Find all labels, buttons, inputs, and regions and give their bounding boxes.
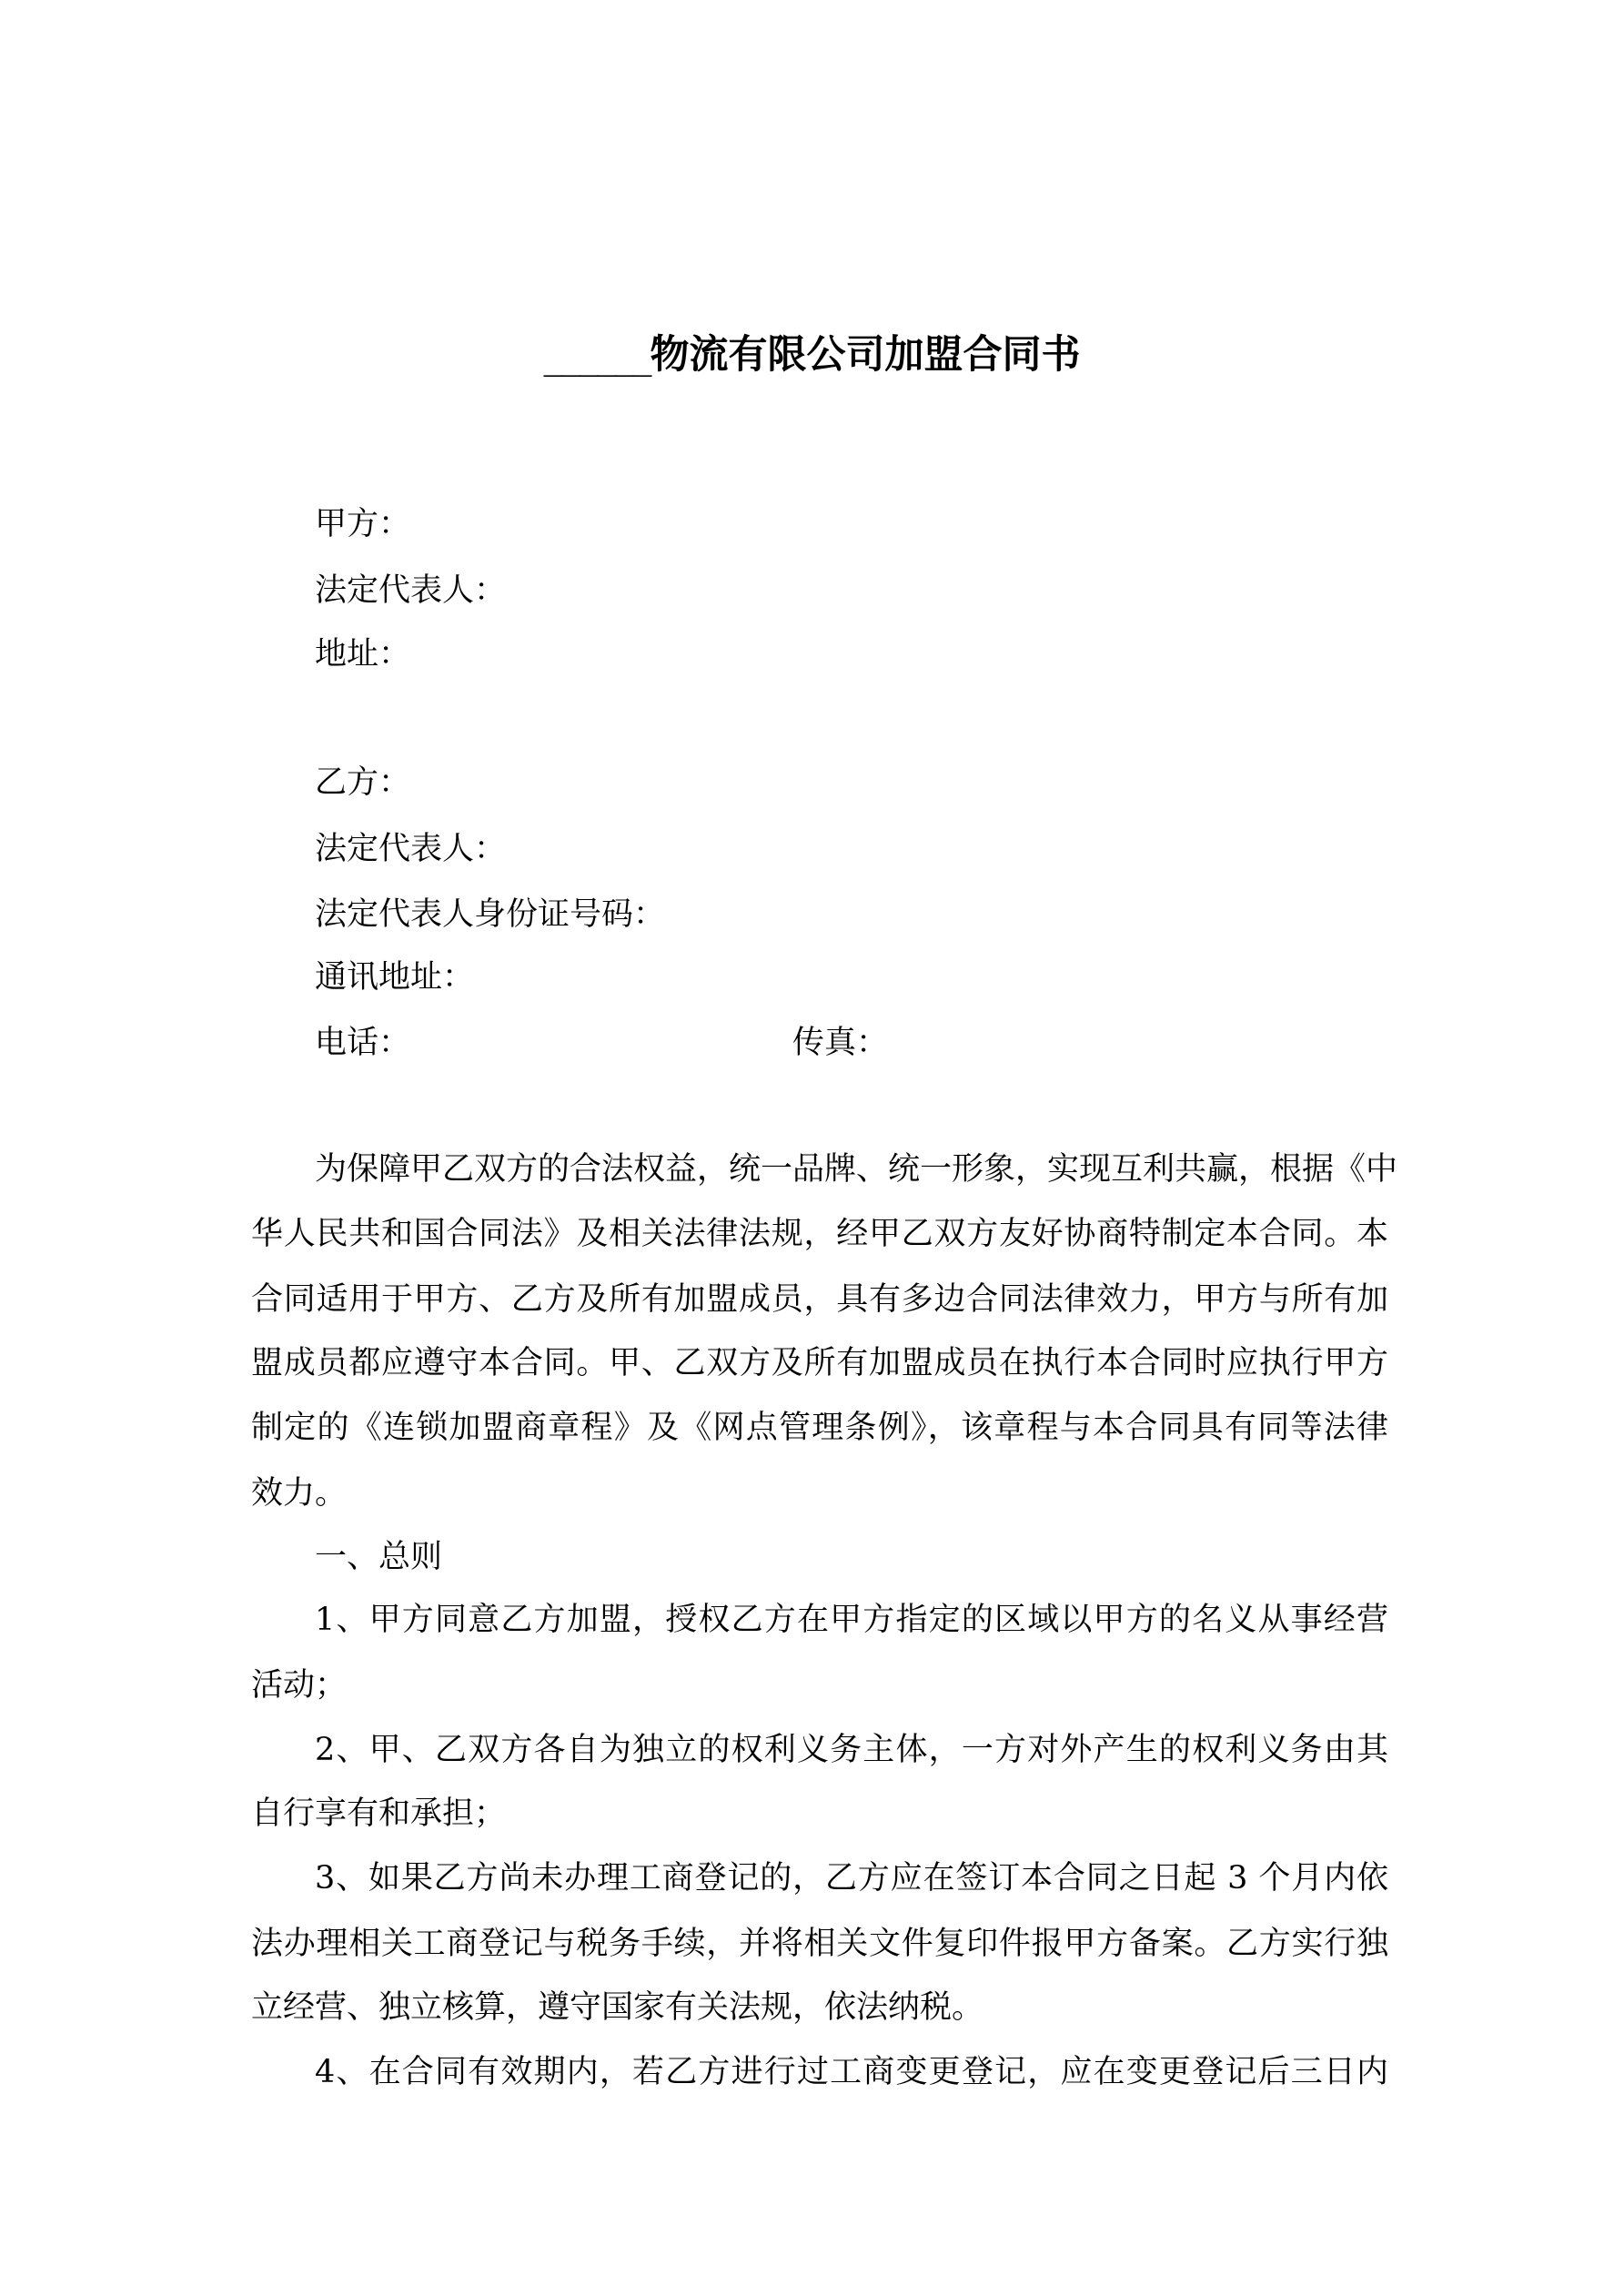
clause-line: 1、甲方同意乙方加盟，授权乙方在甲方指定的区域以甲方的名义从事经营	[315, 1602, 1388, 1638]
clause-line: 3、如果乙方尚未办理工商登记的，乙方应在签订本合同之日起 3 个月内依	[315, 1860, 1388, 1896]
party-a-address-label: 地址：	[315, 636, 411, 673]
preamble-line: 为保障甲乙双方的合法权益，统一品牌、统一形象，实现互利共赢，根据《中	[315, 1151, 1398, 1188]
party-a-label: 甲方：	[315, 506, 411, 542]
fax-label: 传真：	[792, 1025, 889, 1061]
party-a-rep-label: 法定代表人：	[315, 572, 507, 609]
party-b-rep-id-label: 法定代表人身份证号码：	[315, 896, 666, 933]
preamble-line: 合同适用于甲方、乙方及所有加盟成员，具有多边合同法律效力，甲方与所有加	[251, 1281, 1388, 1318]
party-b-label: 乙方：	[315, 764, 411, 801]
preamble-line: 制定的《连锁加盟商章程》及《网点管理条例》，该章程与本合同具有同等法律	[251, 1410, 1388, 1446]
clause-line: 自行享有和承担；	[251, 1795, 507, 1832]
title-blank: ______	[543, 332, 651, 378]
preamble-line: 华人民共和国合同法》及相关法律法规，经甲乙双方友好协商特制定本合同。本	[251, 1216, 1388, 1252]
preamble-line: 效力。	[251, 1475, 348, 1512]
phone-label: 电话：	[315, 1025, 411, 1061]
title-text: 物流有限公司加盟合同书	[650, 332, 1081, 378]
clause-line: 活动；	[251, 1667, 348, 1704]
clause-line: 法办理相关工商登记与税务手续，并将相关文件复印件报甲方备案。乙方实行独	[251, 1926, 1388, 1962]
document-title	[0, 328, 1624, 382]
party-b-rep-label: 法定代表人：	[315, 831, 507, 867]
clause-line: 立经营、独立核算，遵守国家有关法规，依法纳税。	[251, 1989, 984, 2026]
section-heading: 一、总则	[315, 1539, 443, 1575]
party-b-contact-row	[315, 1011, 1388, 1075]
party-b-address-label: 通讯地址：	[315, 959, 475, 996]
preamble-line: 盟成员都应遵守本合同。甲、乙双方及所有加盟成员在执行本合同时应执行甲方	[251, 1345, 1388, 1381]
clause-line: 4、在合同有效期内，若乙方进行过工商变更登记，应在变更登记后三日内	[315, 2054, 1388, 2090]
clause-line: 2、甲、乙双方各自为独立的权利义务主体，一方对外产生的权利义务由其	[315, 1732, 1388, 1768]
